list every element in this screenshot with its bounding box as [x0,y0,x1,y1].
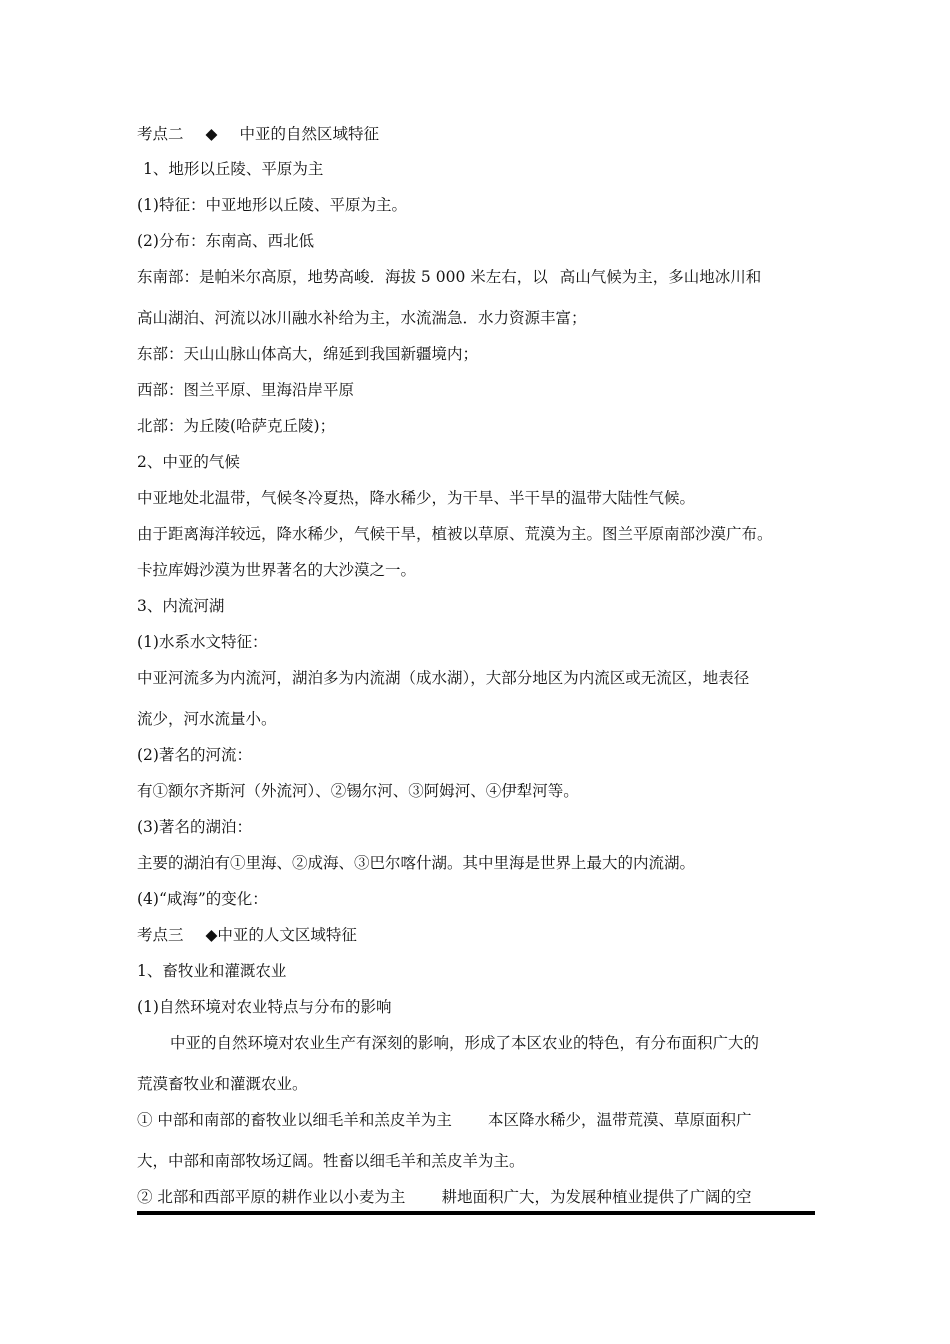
heading-label: 考点三 [137,926,184,944]
paragraph-line: 北部：为丘陵(哈萨克丘陵)； [137,417,336,435]
paragraph-line: 中亚地处北温带，气候冬冷夏热，降水稀少，为干旱、半干旱的温带大陆性气候。 [137,489,696,507]
paragraph-line: 有①额尔齐斯河（外流河）、②锡尔河、③阿姆河、④伊犁河等。 [137,782,579,800]
paragraph-line: (1)水系水文特征： [137,633,268,651]
paragraph-line: 主要的湖泊有①里海、②成海、③巴尔喀什湖。其中里海是世界上最大的内流湖。 [137,854,696,872]
paragraph-line: 荒漠畜牧业和灌溉农业。 [137,1075,308,1093]
paragraph-line: 由于距离海洋较远，降水稀少，气候干旱，植被以草原、荒漠为主。图兰平原南部沙漠广布。 [137,525,773,543]
paragraph-line: ② 北部和西部平原的耕作业以小麦为主 耕地面积广大，为发展种植业提供了广阔的空 [137,1188,752,1206]
paragraph-line: 流少，河水流量小。 [137,710,277,728]
subheading-agriculture: 1、畜牧业和灌溉农业 [137,962,287,980]
bottom-divider [137,1211,815,1215]
heading-title: 中亚的自然区域特征 [239,125,379,143]
paragraph-line: (3)著名的湖泊： [137,818,252,836]
paragraph-line: 卡拉库姆沙漠为世界著名的大沙漠之一。 [137,561,417,579]
paragraph-line: (2)著名的河流： [137,746,252,764]
subheading-landform: 1、地形以丘陵、平原为主 [143,160,324,178]
paragraph-line: 高山湖泊、河流以冰川融水补给为主，水流湍急．水力资源丰富； [137,309,587,327]
section-heading-2 [137,123,817,145]
paragraph-line: 中亚的自然环境对农业生产有深刻的影响，形成了本区农业的特色，有分布面积广大的 [170,1034,760,1052]
paragraph-line: 中亚河流多为内流河，湖泊多为内流湖（成水湖），大部分地区为内流区或无流区，地表径 [137,669,750,687]
diamond-bullet: ◆ [205,125,218,143]
paragraph-line: (1)自然环境对农业特点与分布的影响 [137,998,392,1016]
paragraph-line: (1)特征：中亚地形以丘陵、平原为主。 [137,196,407,214]
paragraph-line: 大，中部和南部牧场辽阔。牲畜以细毛羊和羔皮羊为主。 [137,1152,525,1170]
paragraph-line: (2)分布：东南高、西北低 [137,232,314,250]
subheading-rivers: 3、内流河湖 [137,597,225,615]
paragraph-line: 西部：图兰平原、里海沿岸平原 [137,381,355,399]
subheading-climate: 2、中亚的气候 [137,453,240,471]
paragraph-line: 东南部：是帕米尔高原，地势高峻．海拔 5 000 米左右，以 高山气候为主，多山地冰川和 [137,268,762,286]
heading-label: 考点二 [137,125,184,143]
heading-title: ◆中亚的人文区域特征 [205,926,357,944]
section-heading-3 [137,924,817,946]
paragraph-line: (4)“咸海”的变化： [137,890,268,908]
paragraph-line: 东部：天山山脉山体高大，绵延到我国新疆境内； [137,345,479,363]
paragraph-line: ① 中部和南部的畜牧业以细毛羊和羔皮羊为主 本区降水稀少，温带荒漠、草原面积广 [137,1111,752,1129]
